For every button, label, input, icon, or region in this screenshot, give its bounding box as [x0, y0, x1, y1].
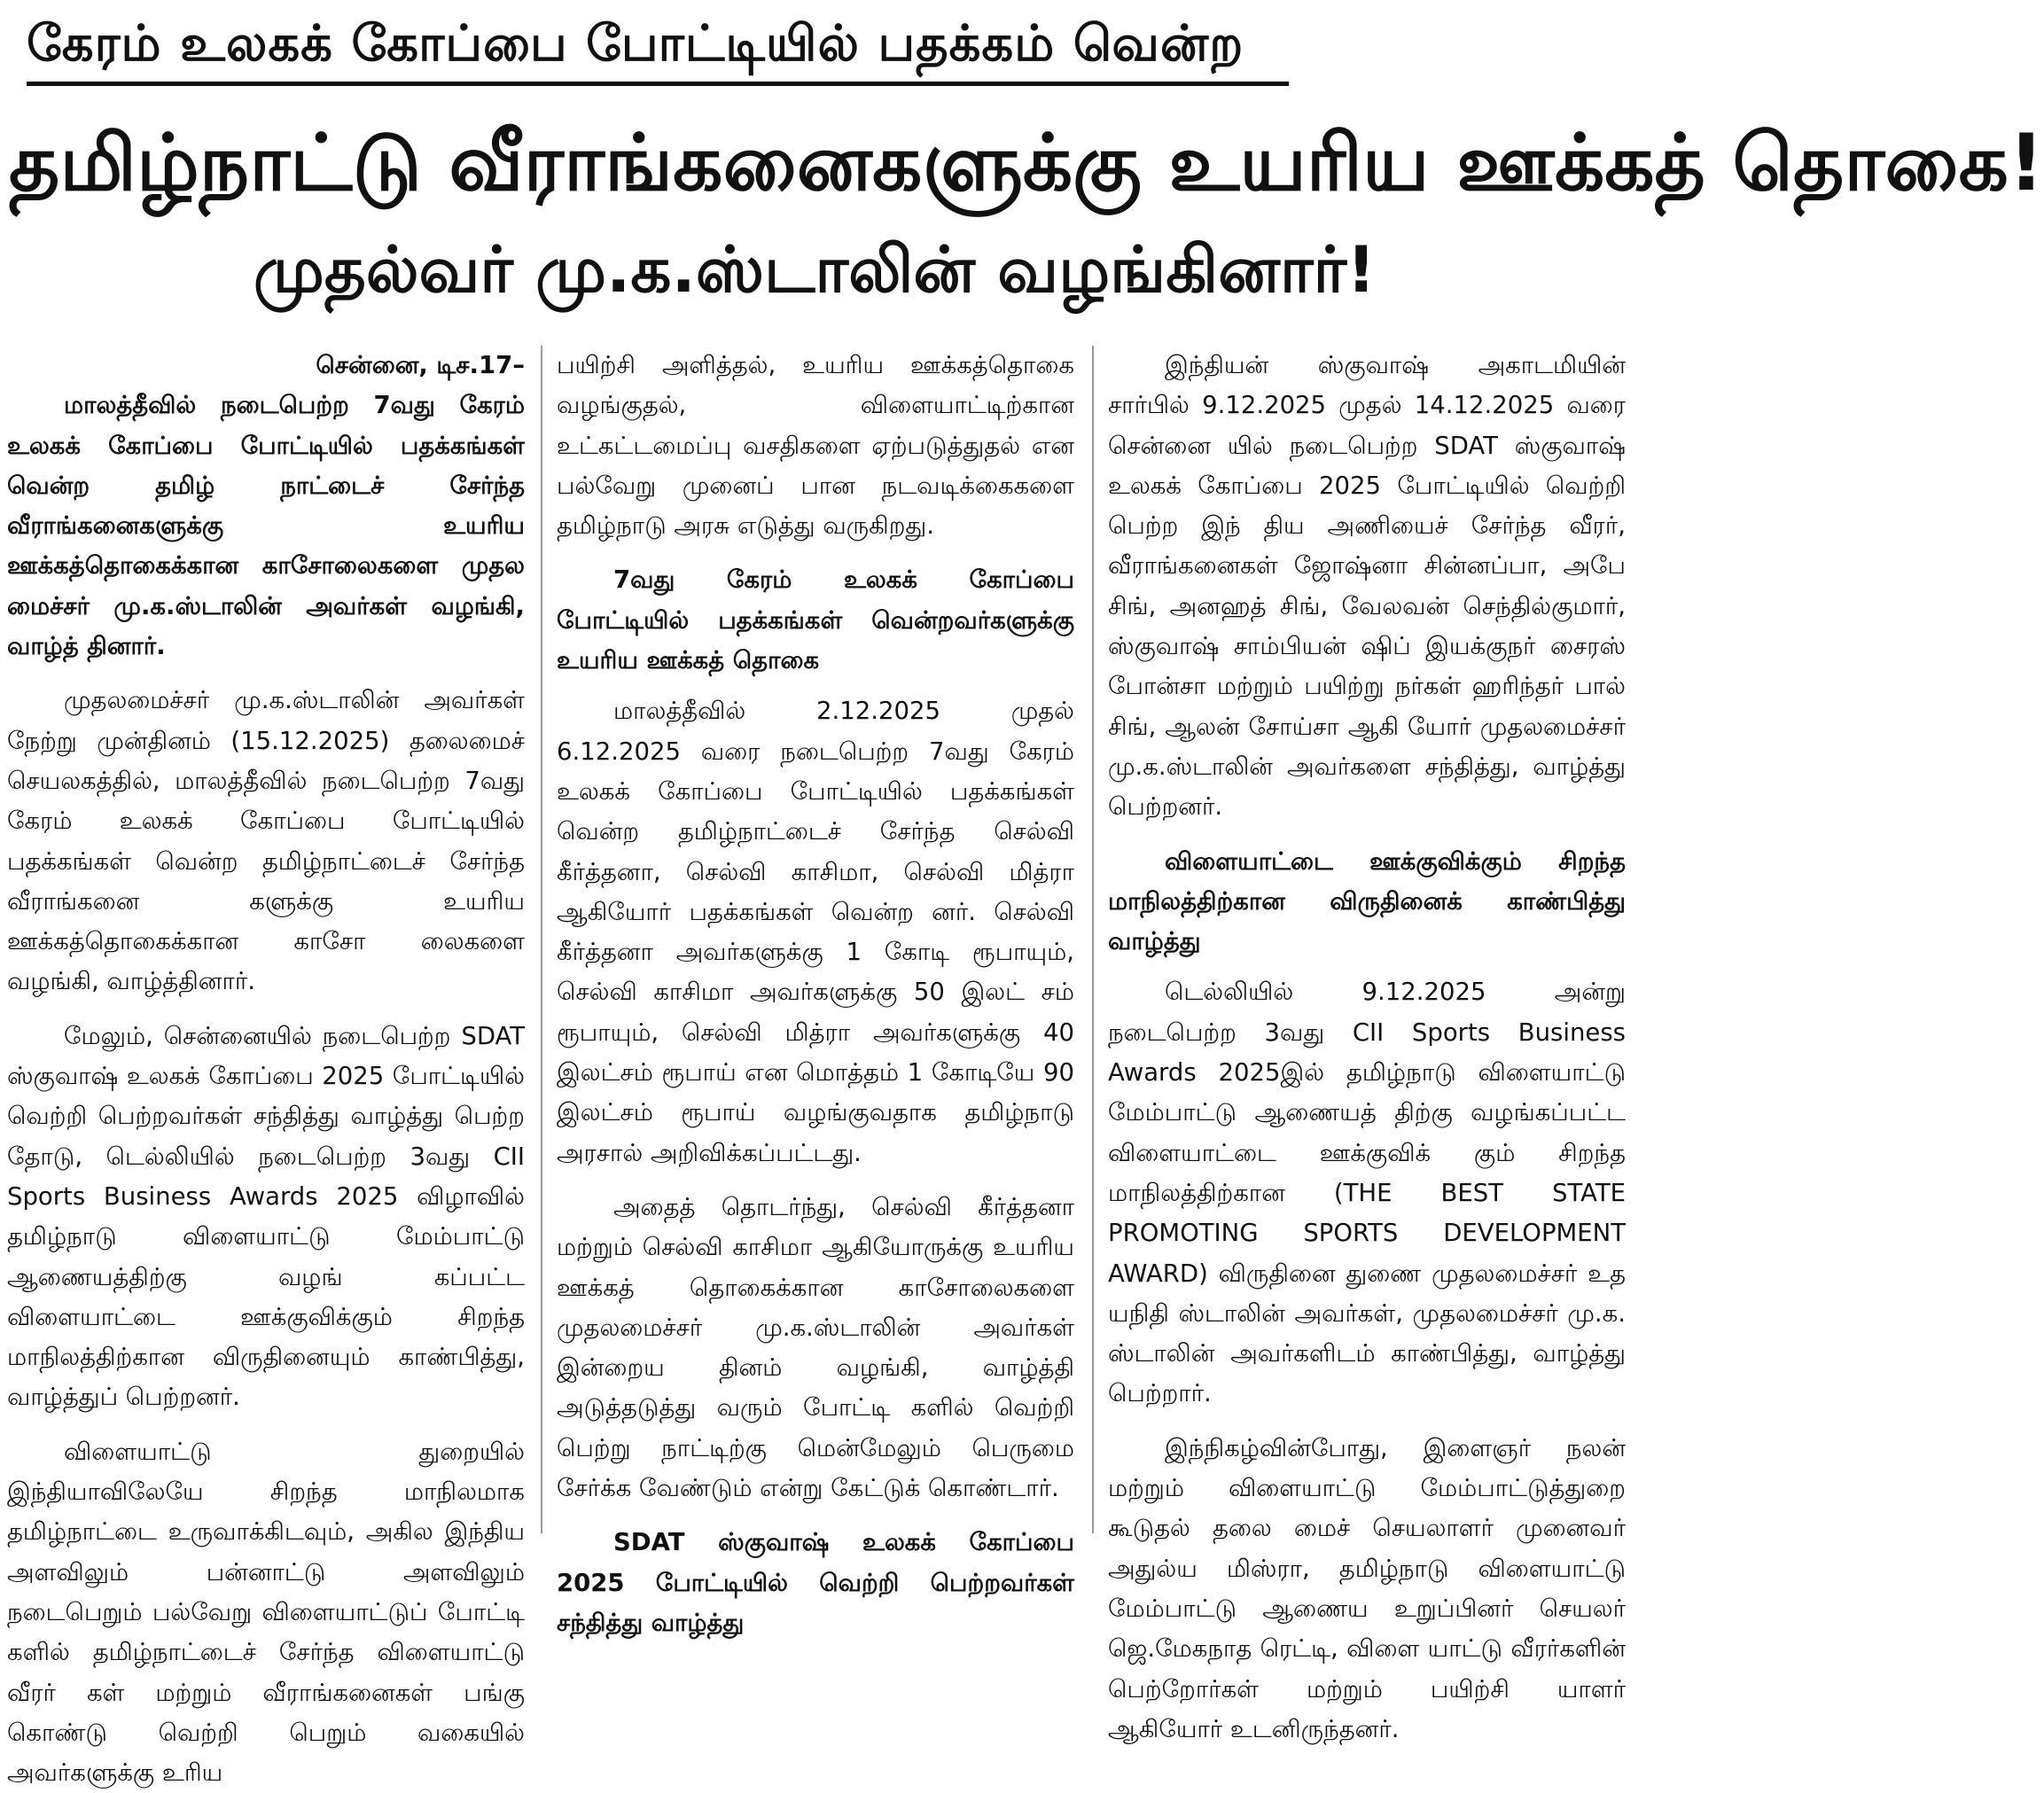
section-heading: 7வது கேரம் உலகக் கோப்பை போட்டியில் பதக்கங்கள் வென்றவர்களுக்கு உயரிய ஊக்கத் தொகை [557, 565, 1074, 675]
column-1 [7, 346, 525, 1788]
section-heading: SDAT ஸ்குவாஷ் உலகக் கோப்பை 2025 போட்டியில் வெற்றி பெற்றவர்கள் சந்தித்து வாழ்த்து [557, 1528, 1074, 1637]
kicker-headline: கேரம் உலகக் கோப்பை போட்டியில் பதக்கம் வென்ற [27, 15, 1244, 73]
body-paragraph: மேலும், சென்னையில் நடைபெற்ற SDAT ஸ்குவாஷ் உலகக் கோப்பை 2025 போட்டியில் வெற்றி பெற்றவர்கள் சந்தித்து வாழ்த்து பெற்ற தோடு, டெல்லியில் நடைபெற்ற 3வது CII Sports Business Awards 2025 விழாவில் தமிழ்நாடு விளையாட்டு மேம்பாட்டு ஆணையத்திற்கு வழங் கப்பட்ட விளையாட்டை ஊக்குவிக்கும் சிறந்த மாநிலத்திற்கான விருதினையும் காண்பித்து, வாழ்த்துப் பெற்றனர். [7, 1021, 525, 1412]
body-paragraph: விளையாட்டு துறையில் இந்தியாவிலேயே சிறந்த மாநிலமாக தமிழ்நாட்டை உருவாக்கிடவும், அகில இந்திய அளவிலும் பன்னாட்டு அளவிலும் நடைபெறும் பல்வேறு விளையாட்டுப் போட்டி களில் தமிழ்நாட்டைச் சேர்ந்த விளையாட்டு வீரர் கள் மற்றும் வீராங்கனைகள் பங்கு கொண்டு வெற்றி பெறும் வகையில் அவர்களுக்கு உரிய [7, 1437, 525, 1788]
main-headline: தமிழ்நாட்டு வீராங்கனைகளுக்கு உயரிய ஊக்கத் தொகை! [9, 117, 2044, 208]
body-paragraph: மாலத்தீவில் 2.12.2025 முதல் 6.12.2025 வரை நடைபெற்ற 7வது கேரம் உலகக் கோப்பை போட்டியில் பதக்கங்கள் வென்ற தமிழ்நாட்டைச் சேர்ந்த செல்வி கீர்த்தனா, செல்வி காசிமா, செல்வி மித்ரா ஆகியோர் பதக்கங்கள் வென்ற னர். செல்வி கீர்த்தனா அவர்களுக்கு 1 கோடி ரூபாயும், செல்வி காசிமா அவர்களுக்கு 50 இலட் சம் ரூபாயும், செல்வி மித்ரா அவர்களுக்கு 40 இலட்சம் ரூபாய் என மொத்தம் 1 கோடியே 90 இலட்சம் ரூபாய் வழங்குவதாக தமிழ்நாடு அரசால் அறிவிக்கப்பட்டது. [557, 697, 1074, 1167]
body-paragraph: இந்தியன் ஸ்குவாஷ் அகாடமியின் சார்பில் 9.12.2025 முதல் 14.12.2025 வரை சென்னை யில் நடைபெற்ற SDAT ஸ்குவாஷ் உலகக் கோப்பை 2025 போட்டியில் வெற்றி பெற்ற இந் திய அணியைச் சேர்ந்த வீரர், வீராங்கனைகள் ஜோஷ்னா சின்னப்பா, அபே சிங், அனஹத் சிங், வேலவன் செந்தில்குமார், ஸ்குவாஷ் சாம்பியன் ஷிப் இயக்குநர் சைரஸ் போன்சா மற்றும் பயிற்று நர்கள் ஹரிந்தர் பால் சிங், ஆலன் சோய்சா ஆகி யோர் முதலமைச்சர் மு.க.ஸ்டாலின் அவர்களை சந்தித்து, வாழ்த்து பெற்றனர். [1108, 351, 1626, 822]
column-divider [541, 346, 542, 1533]
body-paragraph: முதலமைச்சர் மு.க.ஸ்டாலின் அவர்கள் நேற்று முன்தினம் (15.12.2025) தலைமைச் செயலகத்தில், மாலத்தீவில் நடைபெற்ற 7வது கேரம் உலகக் கோப்பை போட்டியில் பதக்கங்கள் வென்ற தமிழ்நாட்டைச் சேர்ந்த வீராங்கனை களுக்கு உயரிய ஊக்கத்தொகைக்கான காசோ லைகளை வழங்கி, வாழ்த்தினார். [7, 686, 525, 996]
dateline: சென்னை, டிச.17– [316, 351, 525, 379]
body-paragraph: பயிற்சி அளித்தல், உயரிய ஊக்கத்தொகை வழங்குதல், விளையாட்டிற்கான உட்கட்டமைப்பு வசதிகளை ஏற்படுத்துதல் என பல்வேறு முனைப் பான நடவடிக்கைகளை தமிழ்நாடு அரசு எடுத்து வருகிறது. [557, 351, 1074, 541]
column-3 [1108, 346, 1626, 1743]
body-paragraph: டெல்லியில் 9.12.2025 அன்று நடைபெற்ற 3வது CII Sports Business Awards 2025இல் தமிழ்நாடு விளையாட்டு மேம்பாட்டு ஆணையத் திற்கு வழங்கப்பட்ட விளையாட்டை ஊக்குவிக் கும் சிறந்த மாநிலத்திற்கான (THE BEST STATE PROMOTING SPORTS DEVELOPMENT AWARD) விருதினை துணை முதலமைச்சர் உத யநிதி ஸ்டாலின் அவர்கள், முதலமைச்சர் மு.க. ஸ்டாலின் அவர்களிடம் காண்பித்து, வாழ்த்து பெற்றார். [1108, 978, 1626, 1408]
column-2 [557, 346, 1074, 1637]
section-heading: விளையாட்டை ஊக்குவிக்கும் சிறந்த மாநிலத்திற்கான விருதினைக் காண்பித்து வாழ்த்து [1108, 846, 1626, 956]
body-paragraph: இந்நிகழ்வின்போது, இளைஞர் நலன் மற்றும் விளையாட்டு மேம்பாட்டுத்துறை கூடுதல் தலை மைச் செயலாளர் முனைவர் அதுல்ய மிஸ்ரா, தமிழ்நாடு விளையாட்டு மேம்பாட்டு ஆணைய உறுப்பினர் செயலர் ஜெ.மேகநாத ரெட்டி, விளை யாட்டு வீரர்களின் பெற்றோர்கள் மற்றும் பயிற்சி யாளர் ஆகியோர் உடனிருந்தனர். [1108, 1433, 1626, 1743]
lead-paragraph: மாலத்தீவில் நடைபெற்ற 7வது கேரம் உலகக் கோப்பை போட்டியில் பதக்கங்கள் வென்ற தமிழ் நாட்டைச் சேர்ந்த வீராங்கனைகளுக்கு உயரிய ஊக்கத்தொகைக்கான காசோலைகளை முதல மைச்சர் மு.க.ஸ்டாலின் அவர்கள் வழங்கி, வாழ்த் தினார். [7, 391, 525, 661]
body-paragraph: அதைத் தொடர்ந்து, செல்வி கீர்த்தனா மற்றும் செல்வி காசிமா ஆகியோருக்கு உயரிய ஊக்கத் தொகைக்கான காசோலைகளை முதலமைச்சர் மு.க.ஸ்டாலின் அவர்கள் இன்றைய தினம் வழங்கி, வாழ்த்தி அடுத்தடுத்து வரும் போட்டி களில் வெற்றி பெற்று நாட்டிற்கு மென்மேலும் பெருமை சேர்க்க வேண்டும் என்று கேட்டுக் கொண்டார். [557, 1192, 1074, 1503]
kicker-underline [27, 82, 1289, 86]
column-divider [1092, 346, 1094, 1533]
sub-headline: முதல்வர் மு.க.ஸ்டாலின் வழங்கினார்! [253, 232, 1377, 307]
